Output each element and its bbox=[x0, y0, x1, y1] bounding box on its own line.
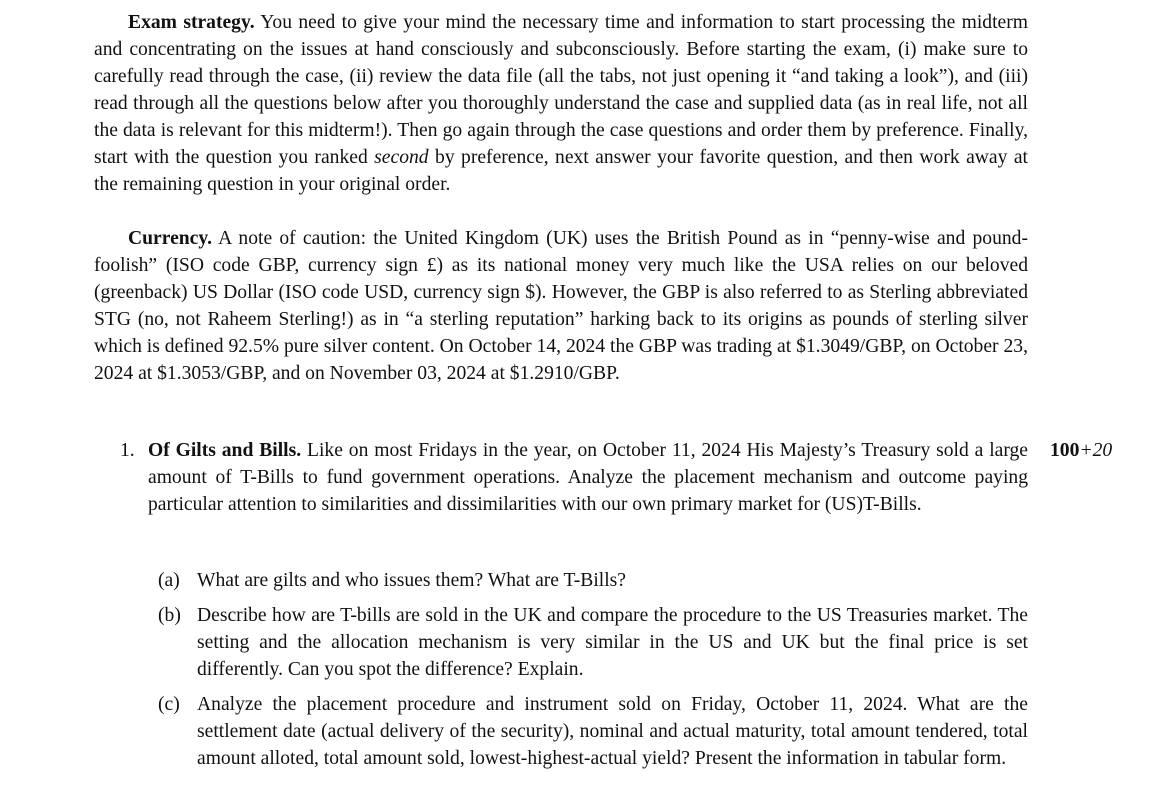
question-1-points bbox=[1050, 437, 1112, 464]
question-1-points-main: 100 bbox=[1050, 440, 1080, 461]
currency-paragraph bbox=[94, 225, 1028, 387]
question-1-text: Like on most Fridays in the year, on October 11, 2024 His Majesty’s Treasury sold a large amount of T-Bills to fund government operations. Analyze the placement mechanism and outcome paying particular attention to similarities and dissimilarities with our own primary market for (US)T-Bills. bbox=[148, 440, 1029, 515]
question-1-body bbox=[148, 437, 1028, 518]
question-1-number: 1. bbox=[120, 440, 135, 461]
exam-strategy-heading: Exam strategy. bbox=[128, 12, 255, 33]
exam-strategy-paragraph bbox=[94, 9, 1028, 198]
exam-strategy-text-2: by preference, next answer your favorite question, and then work away at the remaining question in your original order. bbox=[94, 147, 1028, 195]
question-1-heading: Of Gilts and Bills. bbox=[148, 440, 302, 461]
part-a-label: (a) bbox=[158, 570, 180, 591]
part-c-label: (c) bbox=[158, 694, 180, 715]
part-a-text: What are gilts and who issues them? What are T-Bills? bbox=[197, 570, 626, 591]
part-b-text: Describe how are T-bills are sold in the UK and compare the procedure to the US Treasuries market. The setting and the allocation mechanism is very similar in the US and UK but the final price is set differently. Can you spot the difference? Explain. bbox=[197, 605, 1028, 680]
part-c-text: Analyze the placement procedure and instrument sold on Friday, October 11, 2024. What are the settlement date (actual delivery of the security), nominal and actual maturity, total amount tendered, total amount alloted, total amount sold, lowest-highest-actual yield? Present the information in tabular form. bbox=[197, 694, 1028, 769]
currency-text: A note of caution: the United Kingdom (UK) uses the British Pound as in “penny-wise and pound-foolish” (ISO code GBP, currency sign £) as its national money very much like the USA relies on our beloved (greenback) US Dollar (ISO code USD, currency sign $). However, the GBP is also referred to as Sterling abbreviated STG (no, not Raheem Sterling!) as in “a sterling reputation” harking back to its origins as pounds of sterling silver which is defined 92.5% pure silver content. On October 14, 2024 the GBP was trading at $1.3049/GBP, on October 23, 2024 at $1.3053/GBP, and on November 03, 2024 at $1.2910/GBP. bbox=[94, 228, 1028, 384]
exam-strategy-text-1: You need to give your mind the necessary time and information to start processing the midterm and concentrating on the issues at hand consciously and subconsciously. Before starting the exam, (i) make sure to carefully read through the case, (ii) review the data file (all the tabs, not just opening it “and taking a look”), and (iii) read through all the questions below after you thoroughly understand the case and supplied data (as in real life, not all the data is relevant for this midterm!). Then go again through the case questions and order them by preference. Finally, start with the question you ranked bbox=[94, 12, 1028, 168]
part-b-label: (b) bbox=[158, 605, 181, 626]
exam-strategy-emphasis: second bbox=[374, 147, 429, 168]
currency-heading: Currency. bbox=[128, 228, 212, 249]
question-1-points-bonus: +20 bbox=[1079, 440, 1113, 461]
